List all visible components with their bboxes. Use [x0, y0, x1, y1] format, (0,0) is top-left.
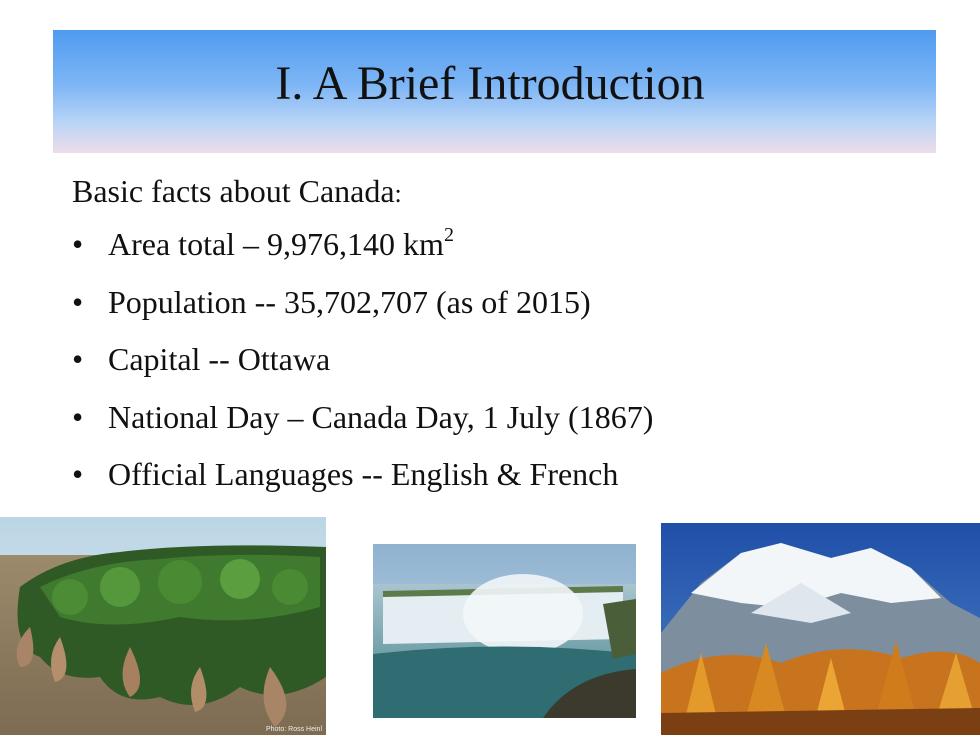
- fact-national-day: [72, 399, 653, 457]
- bullet: •: [72, 341, 84, 377]
- fact-text: Population -- 35,702,707 (as of 2015): [108, 283, 591, 320]
- fact-superscript: 2: [443, 224, 454, 246]
- slide-title: I. A Brief Introduction: [275, 57, 705, 110]
- bullet: •: [72, 456, 84, 492]
- bullet: •: [72, 398, 84, 435]
- fact-area: [72, 226, 653, 284]
- fact-text: Area total – 9,976,140 km: [108, 226, 444, 262]
- waterfall-photo: [373, 544, 636, 718]
- fact-text: Capital -- Ottawa: [108, 341, 331, 377]
- fact-text: National Day – Canada Day, 1 July (1867): [108, 398, 654, 435]
- facts-list: [72, 226, 653, 514]
- coastal-rocks-photo: [0, 517, 326, 735]
- intro-heading: [72, 172, 402, 210]
- mountain-photo: [661, 523, 980, 735]
- bullet: •: [72, 226, 84, 262]
- bullet: •: [72, 283, 84, 320]
- fact-text: Official Languages -- English & French: [108, 456, 619, 492]
- fact-capital: [72, 341, 653, 399]
- fact-population: [72, 284, 653, 342]
- intro-colon: :: [394, 179, 402, 208]
- photo-credit: Photo: Ross Heinl: [265, 726, 322, 733]
- fact-languages: [72, 456, 653, 514]
- intro-text: Basic facts about Canada: [72, 173, 395, 209]
